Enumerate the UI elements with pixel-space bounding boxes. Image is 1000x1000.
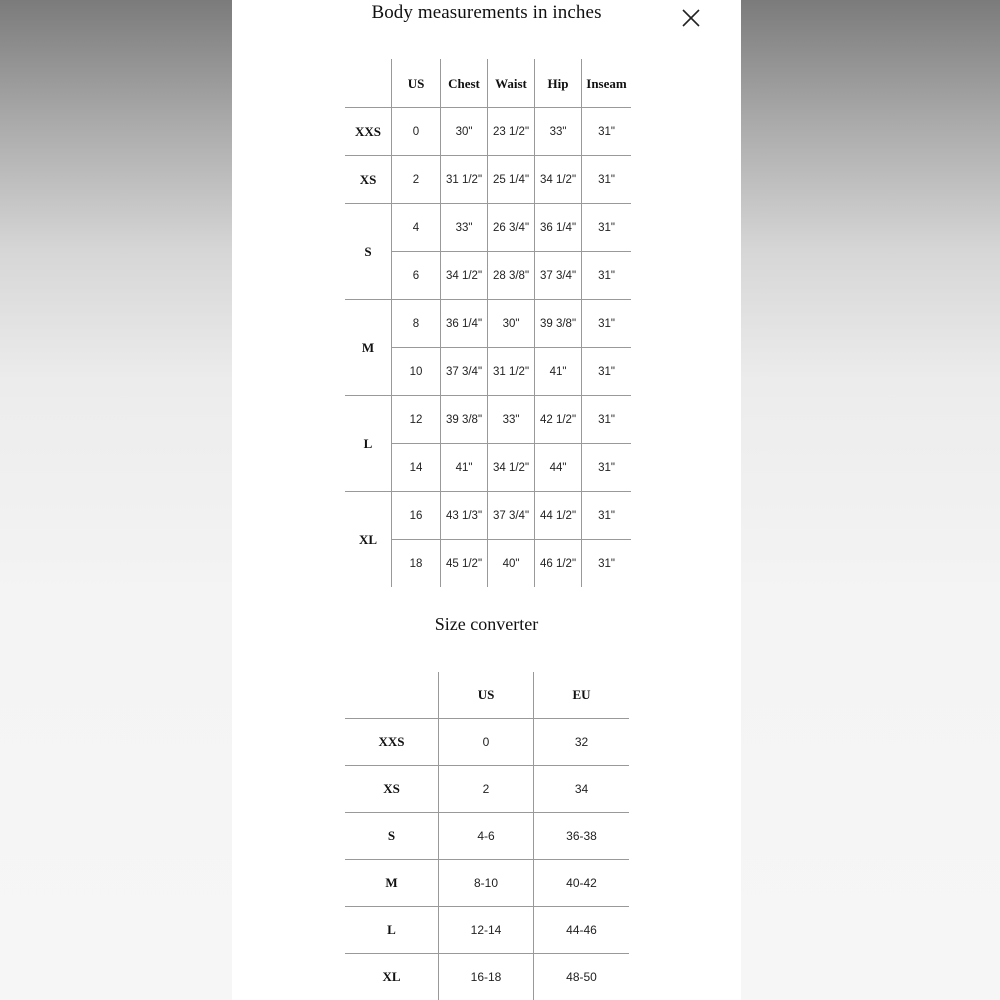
us-cell: 4 — [392, 204, 441, 252]
chest-cell: 45 1/2" — [441, 540, 488, 588]
chest-cell: 37 3/4" — [441, 348, 488, 396]
inseam-cell: 31" — [582, 396, 632, 444]
us-cell: 0 — [392, 108, 441, 156]
measurements-header-row — [345, 59, 631, 108]
waist-cell: 31 1/2" — [488, 348, 535, 396]
inseam-cell: 31" — [582, 300, 632, 348]
converter-header-row — [345, 672, 629, 719]
inseam-cell: 31" — [582, 348, 632, 396]
waist-cell: 34 1/2" — [488, 444, 535, 492]
hip-cell: 41" — [535, 348, 582, 396]
hip-cell: 33" — [535, 108, 582, 156]
us-cell: 16-18 — [439, 954, 534, 1000]
column-header: Hip — [535, 59, 582, 108]
inseam-cell: 31" — [582, 492, 632, 540]
size-converter-title: Size converter — [434, 614, 539, 634]
column-header — [345, 672, 439, 719]
column-header: US — [392, 59, 441, 108]
size-cell: L — [345, 907, 439, 954]
eu-cell: 40-42 — [534, 860, 630, 907]
us-cell: 16 — [392, 492, 441, 540]
hip-cell: 42 1/2" — [535, 396, 582, 444]
table-row — [345, 300, 631, 348]
chest-cell: 41" — [441, 444, 488, 492]
hip-cell: 37 3/4" — [535, 252, 582, 300]
inseam-cell: 31" — [582, 444, 632, 492]
size-cell: XS — [345, 766, 439, 813]
hip-cell: 36 1/4" — [535, 204, 582, 252]
waist-cell: 28 3/8" — [488, 252, 535, 300]
table-row — [345, 108, 631, 156]
size-guide-panel — [232, 0, 741, 1000]
waist-cell: 26 3/4" — [488, 204, 535, 252]
hip-cell: 34 1/2" — [535, 156, 582, 204]
us-cell: 8 — [392, 300, 441, 348]
hip-cell: 44" — [535, 444, 582, 492]
table-row — [345, 396, 631, 444]
eu-cell: 44-46 — [534, 907, 630, 954]
us-cell: 10 — [392, 348, 441, 396]
us-cell: 4-6 — [439, 813, 534, 860]
column-header — [345, 59, 392, 108]
hip-cell: 46 1/2" — [535, 540, 582, 588]
size-label: S — [345, 204, 392, 300]
column-header: Waist — [488, 59, 535, 108]
chest-cell: 33" — [441, 204, 488, 252]
chest-cell: 43 1/3" — [441, 492, 488, 540]
chest-cell: 39 3/8" — [441, 396, 488, 444]
close-icon — [681, 8, 701, 28]
eu-cell: 48-50 — [534, 954, 630, 1000]
us-cell: 0 — [439, 719, 534, 766]
us-cell: 12 — [392, 396, 441, 444]
column-header: Chest — [441, 59, 488, 108]
size-label: M — [345, 300, 392, 396]
waist-cell: 25 1/4" — [488, 156, 535, 204]
table-row — [345, 204, 631, 252]
us-cell: 12-14 — [439, 907, 534, 954]
size-label: XXS — [345, 108, 392, 156]
table-row — [345, 156, 631, 204]
us-cell: 6 — [392, 252, 441, 300]
us-cell: 8-10 — [439, 860, 534, 907]
table-row — [345, 766, 629, 813]
inseam-cell: 31" — [582, 204, 632, 252]
eu-cell: 32 — [534, 719, 630, 766]
size-cell: XXS — [345, 719, 439, 766]
chest-cell: 34 1/2" — [441, 252, 488, 300]
inseam-cell: 31" — [582, 540, 632, 588]
us-cell: 14 — [392, 444, 441, 492]
hip-cell: 44 1/2" — [535, 492, 582, 540]
size-cell: S — [345, 813, 439, 860]
measurements-table — [345, 59, 631, 587]
chest-cell: 31 1/2" — [441, 156, 488, 204]
table-row — [345, 492, 631, 540]
size-label: XS — [345, 156, 392, 204]
table-row — [345, 719, 629, 766]
eu-cell: 36-38 — [534, 813, 630, 860]
waist-cell: 40" — [488, 540, 535, 588]
us-cell: 18 — [392, 540, 441, 588]
waist-cell: 37 3/4" — [488, 492, 535, 540]
inseam-cell: 31" — [582, 108, 632, 156]
size-converter-table — [345, 672, 629, 1000]
size-label: L — [345, 396, 392, 492]
table-row — [345, 954, 629, 1000]
column-header: EU — [572, 687, 591, 702]
hip-cell: 39 3/8" — [535, 300, 582, 348]
table-row — [345, 813, 629, 860]
table-row — [345, 860, 629, 907]
close-button[interactable] — [681, 8, 701, 28]
us-cell: 2 — [439, 766, 534, 813]
chest-cell: 36 1/4" — [441, 300, 488, 348]
size-cell: M — [345, 860, 439, 907]
us-cell: 2 — [392, 156, 441, 204]
table-row — [345, 907, 629, 954]
column-header: Inseam — [586, 76, 627, 91]
page-title: Body measurements in inches — [371, 2, 602, 23]
size-label: XL — [345, 492, 392, 588]
waist-cell: 30" — [488, 300, 535, 348]
column-header: US — [439, 672, 534, 719]
chest-cell: 30" — [441, 108, 488, 156]
inseam-cell: 31" — [582, 156, 632, 204]
waist-cell: 33" — [488, 396, 535, 444]
waist-cell: 23 1/2" — [488, 108, 535, 156]
eu-cell: 34 — [534, 766, 630, 813]
inseam-cell: 31" — [582, 252, 632, 300]
size-cell: XL — [345, 954, 439, 1000]
